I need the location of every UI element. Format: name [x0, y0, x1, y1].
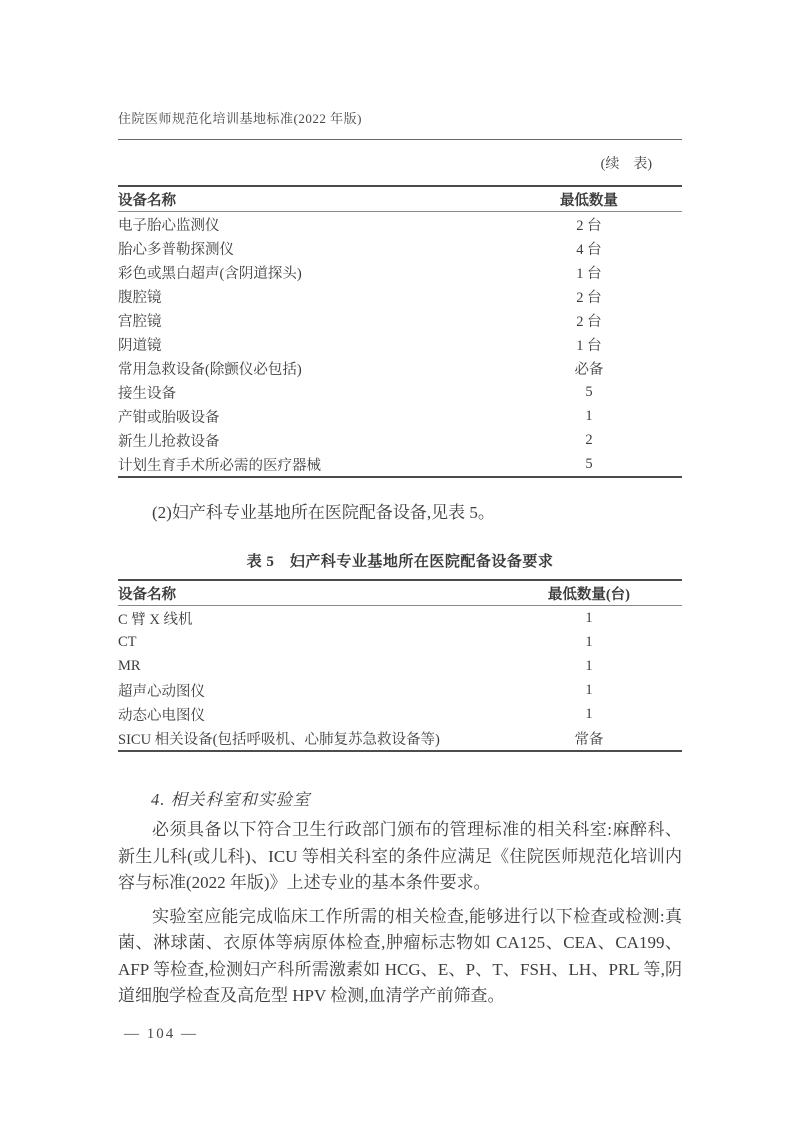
device-name: 腹腔镜 — [118, 289, 162, 306]
device-name: 胎心多普勒探测仪 — [118, 241, 234, 258]
continued-equipment-table — [118, 185, 682, 478]
table-row — [118, 726, 682, 751]
running-header: 住院医师规范化培训基地标准(2022 年版) — [118, 110, 682, 140]
table-header-row — [118, 580, 682, 606]
device-quantity: 必备 — [574, 361, 604, 378]
device-quantity: 2 台 — [576, 217, 602, 234]
device-quantity: 1 — [585, 705, 593, 722]
table-row — [118, 452, 682, 477]
device-name: 产钳或胎吸设备 — [118, 409, 220, 426]
continued-table-label: (续 表) — [600, 157, 652, 172]
device-quantity: 1 台 — [576, 337, 602, 354]
column-header-device-name: 设备名称 — [118, 186, 496, 212]
device-name: 常用急救设备(除颤仪必包括) — [118, 361, 302, 378]
device-name: C 臂 X 线机 — [118, 611, 193, 628]
device-name: MR — [118, 657, 141, 674]
column-header-device-name: 设备名称 — [118, 580, 496, 606]
section4-paragraph-2: 实验室应能完成临床工作所需的相关检查,能够进行以下检查或检测:真菌、淋球菌、衣原体等病原体检查,肿瘤标志物如 CA125、CEA、CA199、AFP 等检查,检测妇产科所需激素如 HCG、E、P、T、FSH、LH、PRL 等,阴道细胞学检查及高危型 HPV 检测,血清学产前筛查。 — [118, 906, 682, 1005]
table5-caption: 表 5 妇产科专业基地所在医院配备设备要求 — [246, 554, 554, 570]
table-row — [118, 260, 682, 284]
device-quantity: 5 — [585, 383, 593, 400]
device-name: 新生儿抢救设备 — [118, 433, 220, 450]
device-name: 电子胎心监测仪 — [118, 217, 220, 234]
device-name: 超声心动图仪 — [118, 683, 205, 700]
table-row — [118, 630, 682, 654]
device-quantity: 常备 — [574, 731, 604, 748]
table-row — [118, 428, 682, 452]
table-row — [118, 606, 682, 631]
table-row — [118, 212, 682, 237]
table-row — [118, 654, 682, 678]
table-row — [118, 678, 682, 702]
device-name: CT — [118, 633, 137, 650]
device-name: SICU 相关设备(包括呼吸机、心肺复苏急救设备等) — [118, 731, 440, 748]
device-name: 计划生育手术所必需的医疗器械 — [118, 457, 321, 474]
device-quantity: 2 — [585, 431, 593, 448]
device-quantity: 1 — [585, 681, 593, 698]
page-number: — 104 — — [124, 1025, 198, 1042]
column-header-min-quantity: 最低数量 — [496, 186, 682, 212]
device-name: 彩色或黑白超声(含阴道探头) — [118, 265, 302, 282]
table-row — [118, 356, 682, 380]
section4-heading: 4. 相关科室和实验室 — [151, 790, 311, 809]
table-header-row — [118, 186, 682, 212]
column-header-min-quantity: 最低数量(台) — [496, 580, 682, 606]
intro-paragraph: (2)妇产科专业基地所在医院配备设备,见表 5。 — [152, 503, 495, 522]
device-name: 接生设备 — [118, 385, 176, 402]
device-name: 宫腔镜 — [118, 313, 162, 330]
device-name: 动态心电图仪 — [118, 707, 205, 724]
table-row — [118, 332, 682, 356]
table-row — [118, 404, 682, 428]
table-row — [118, 308, 682, 332]
device-quantity: 2 台 — [576, 289, 602, 306]
device-quantity: 1 — [585, 657, 593, 674]
table-row — [118, 236, 682, 260]
device-quantity: 4 台 — [576, 241, 602, 258]
device-quantity: 1 — [585, 609, 593, 626]
table5-equipment-table — [118, 579, 682, 752]
device-quantity: 1 — [585, 633, 593, 650]
table-row — [118, 702, 682, 726]
device-quantity: 2 台 — [576, 313, 602, 330]
device-quantity: 5 — [585, 455, 593, 472]
table-row — [118, 380, 682, 404]
device-quantity: 1 — [585, 407, 593, 424]
table-row — [118, 284, 682, 308]
section4-paragraph-1: 必须具备以下符合卫生行政部门颁布的管理标准的相关科室:麻醉科、新生儿科(或儿科)、ICU 等相关科室的条件应满足《住院医师规范化培训内容与标准(2022 年版)》上述专业的基本条件要求。 — [118, 820, 682, 892]
device-quantity: 1 台 — [576, 265, 602, 282]
device-name: 阴道镜 — [118, 337, 162, 354]
